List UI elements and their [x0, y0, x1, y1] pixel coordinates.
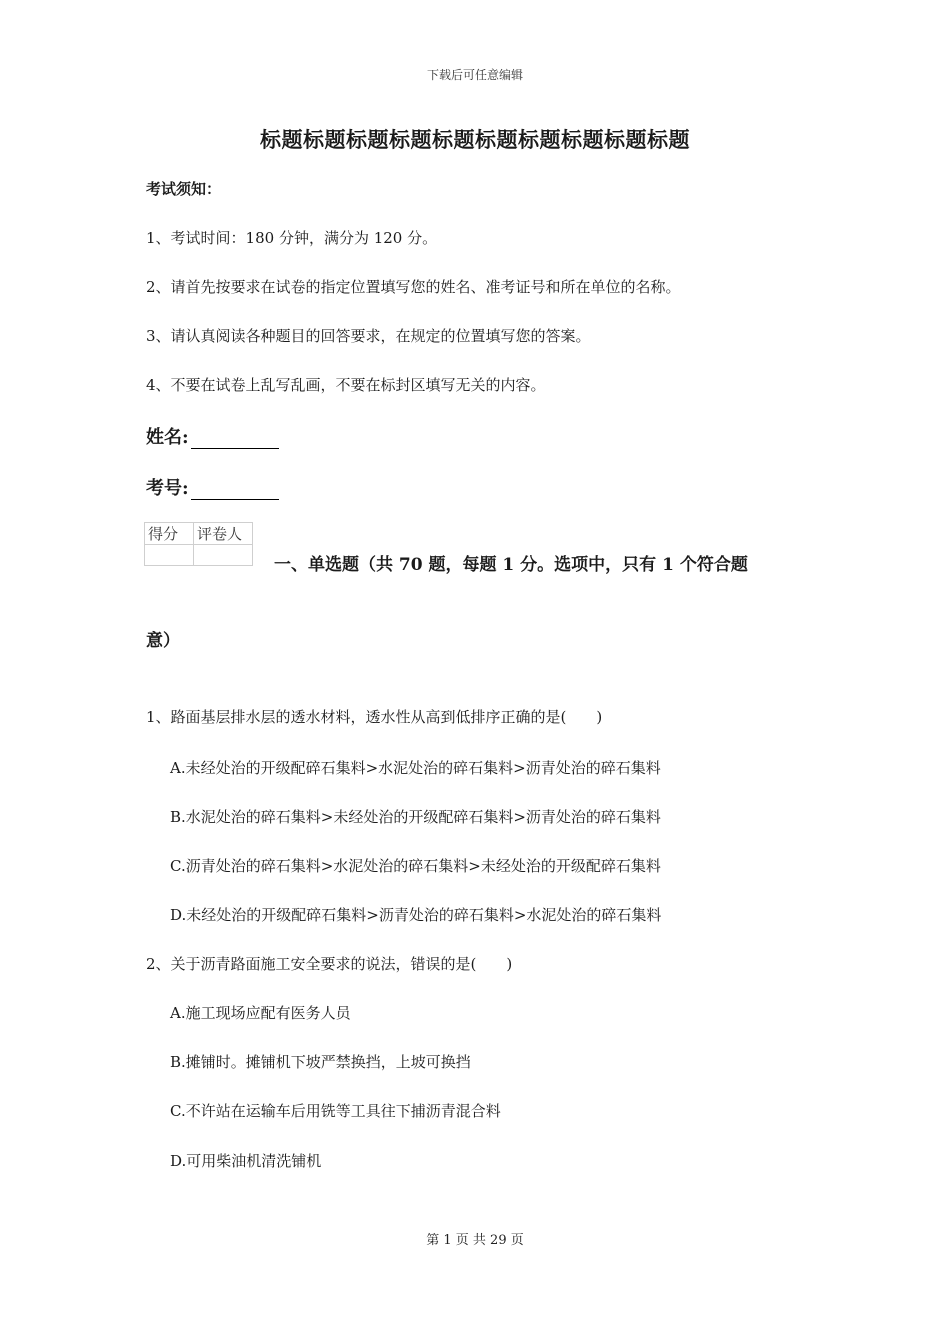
question-option: C.不许站在运输车后用铣等工具往下捕沥青混合料	[170, 1102, 501, 1120]
notice-heading: 考试须知：	[146, 180, 222, 198]
question-stem: 2、关于沥青路面施工安全要求的说法，错误的是( )	[146, 955, 513, 973]
question-option: A.施工现场应配有医务人员	[170, 1004, 351, 1022]
id-label: 考号:	[146, 478, 189, 499]
id-blank[interactable]	[191, 481, 279, 500]
score-table	[144, 522, 253, 566]
notice-item: 2、请首先按要求在试卷的指定位置填写您的姓名、准考证号和所在单位的名称。	[146, 278, 681, 296]
name-blank[interactable]	[191, 430, 279, 449]
question-option: B.水泥处治的碎石集料>未经处治的开级配碎石集料>沥青处治的碎石集料	[170, 808, 661, 826]
document-title: 标题标题标题标题标题标题标题标题标题标题	[260, 127, 690, 152]
grader-header: 评卷人	[194, 523, 253, 545]
question-option: D.可用柴油机清洗铺机	[170, 1152, 322, 1170]
question-option: C.沥青处治的碎石集料>水泥处治的碎石集料>未经处治的开级配碎石集料	[170, 857, 661, 875]
notice-item: 1、考试时间：180 分钟，满分为 120 分。	[146, 229, 438, 247]
question-option: A.未经处治的开级配碎石集料>水泥处治的碎石集料>沥青处治的碎石集料	[170, 759, 661, 777]
score-header: 得分	[145, 523, 194, 545]
notice-item: 4、不要在试卷上乱写乱画，不要在标封区填写无关的内容。	[146, 376, 546, 394]
header-note: 下载后可任意编辑	[426, 68, 523, 82]
score-cell[interactable]	[145, 545, 194, 566]
section-heading: 一、单选题（共 70 题，每题 1 分。选项中，只有 1 个符合题	[274, 555, 748, 575]
notice-item: 3、请认真阅读各种题目的回答要求，在规定的位置填写您的答案。	[146, 327, 591, 345]
grader-cell[interactable]	[194, 545, 253, 566]
question-option: B.摊铺时。摊铺机下坡严禁换挡，上坡可换挡	[170, 1053, 471, 1071]
name-field	[146, 423, 279, 449]
question-stem: 1、路面基层排水层的透水材料，透水性从高到低排序正确的是( )	[146, 708, 603, 726]
id-field	[146, 474, 279, 500]
page-footer: 第 1 页 共 29 页	[426, 1233, 524, 1248]
question-option: D.未经处治的开级配碎石集料>沥青处治的碎石集料>水泥处治的碎石集料	[170, 906, 662, 924]
name-label: 姓名:	[146, 427, 189, 448]
section-heading-cont: 意）	[146, 631, 180, 651]
